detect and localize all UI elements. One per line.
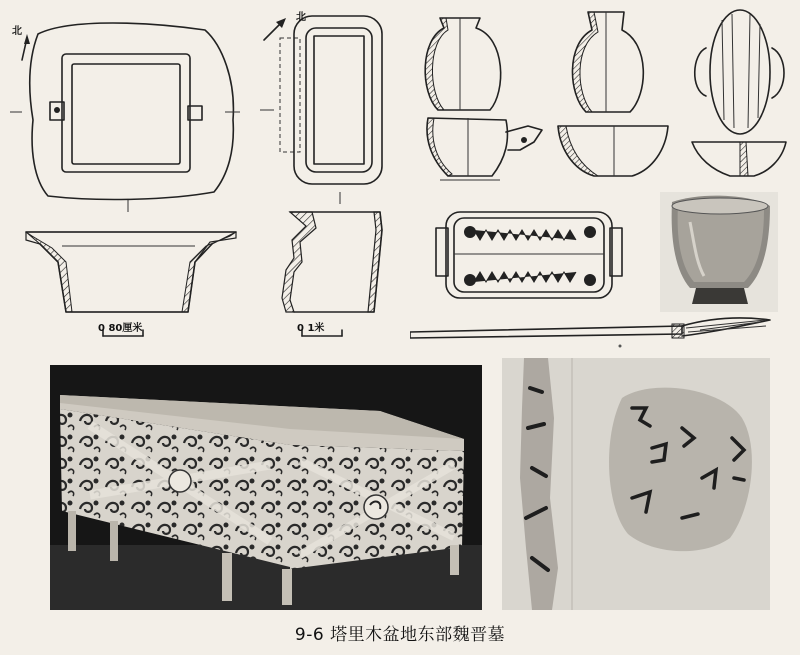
figure-caption: 9-6 塔里木盆地东部魏晋墓 bbox=[294, 625, 506, 645]
glass-cup-photo bbox=[660, 192, 778, 312]
north-label-2: 北 bbox=[296, 12, 306, 23]
jar-drawing-2 bbox=[572, 12, 643, 112]
north-arrow-icon bbox=[264, 18, 286, 40]
jar-drawing-1 bbox=[425, 18, 500, 110]
bowl-drawing bbox=[558, 126, 668, 176]
painted-box-drawing bbox=[436, 212, 622, 298]
painted-coffin-photo bbox=[50, 365, 482, 610]
tomb-1-drawing bbox=[0, 0, 250, 345]
spouted-bowl-drawing bbox=[427, 118, 542, 180]
north-label-1: 北 bbox=[12, 26, 22, 37]
brush-drawing bbox=[410, 318, 770, 348]
scale-label-1: 0 80厘米 bbox=[98, 323, 143, 334]
north-arrow-icon bbox=[22, 34, 30, 60]
tomb-2-drawing bbox=[250, 0, 410, 345]
cup-with-lid-drawing bbox=[692, 10, 786, 176]
scale-label-2: 0 1米 bbox=[297, 323, 325, 334]
manuscript-fragment-photo bbox=[502, 358, 770, 610]
